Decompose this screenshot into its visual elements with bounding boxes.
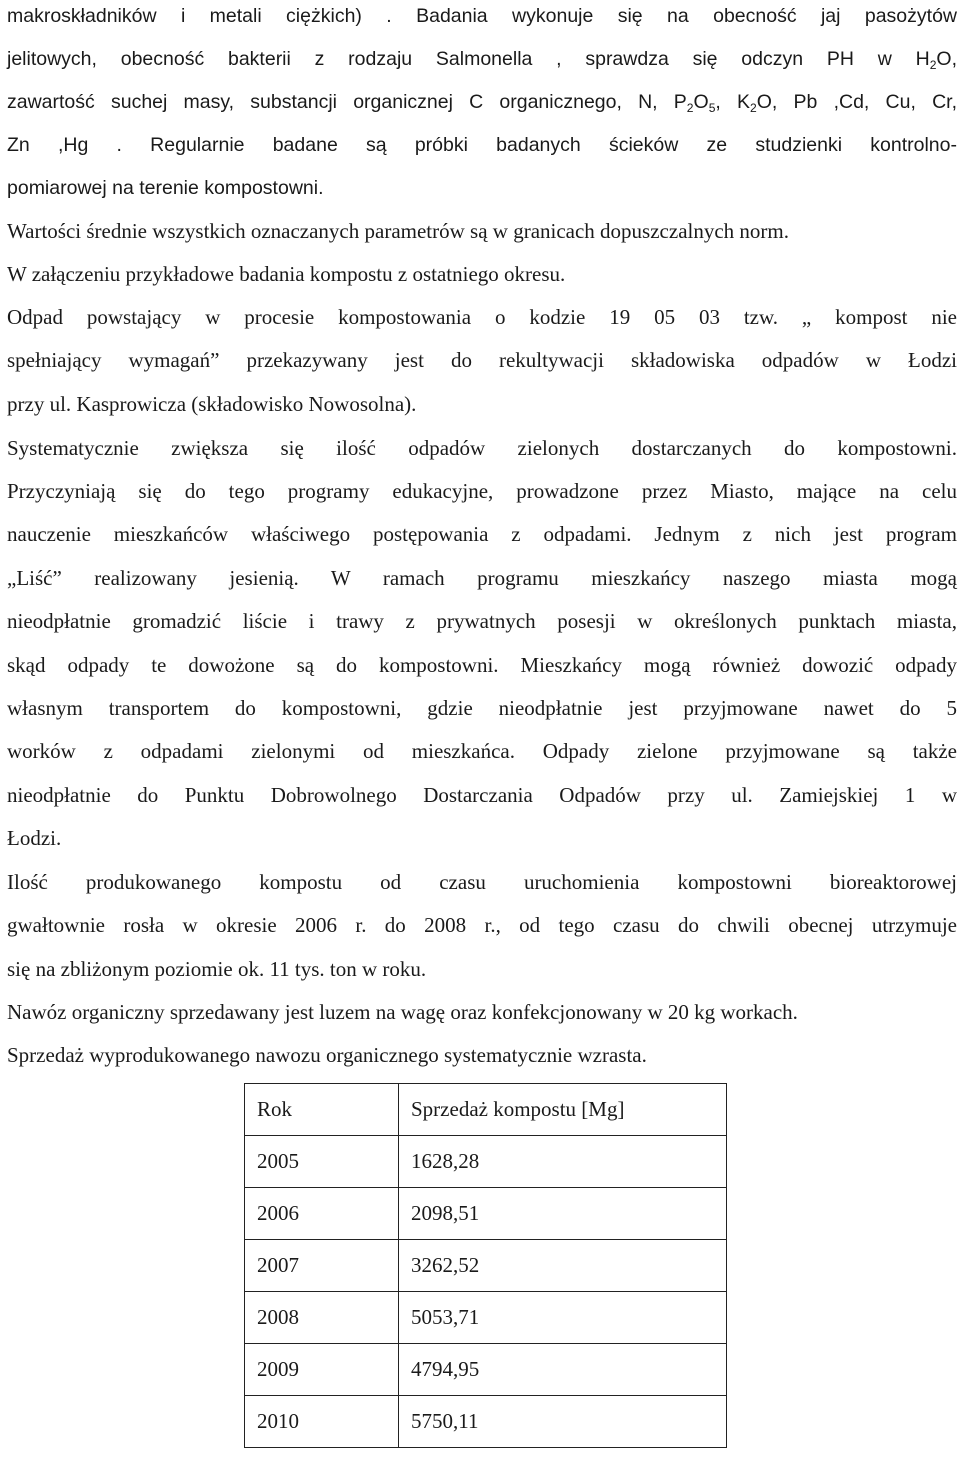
cell-sales: 3262,52 [399, 1240, 727, 1292]
cell-sales: 5750,11 [399, 1396, 727, 1448]
text-line-18: worków z odpadami zielonymi od mieszkańca. Odpady zielone przyjmowane są także [7, 739, 957, 763]
text-line-1: makroskładników i metali ciężkich) . Badania wykonuje się na obecność jaj pasożytów [7, 5, 957, 27]
cell-year: 2006 [245, 1188, 399, 1240]
text-line-9: spełniający wymagań” przekazywany jest do rekultywacji składowiska odpadów w Łodzi [7, 348, 957, 372]
text-line-3 [7, 88, 957, 116]
text-line-17: własnym transportem do kompostowni, gdzie nieodpłatnie jest przyjmowane nawet do 5 [7, 696, 957, 720]
text-line-7: W załączeniu przykładowe badania kompostu z ostatniego okresu. [7, 262, 566, 286]
text-line-16: skąd odpady te dowożone są do kompostowni. Mieszkańcy mogą również dowozić odpady [7, 653, 957, 677]
cell-sales: 1628,28 [399, 1136, 727, 1188]
subscript-5: 5 [708, 100, 716, 115]
text-line-15: nieodpłatnie gromadzić liście i trawy z prywatnych posesji w określonych punktach miasta, [7, 609, 957, 633]
cell-sales: 5053,71 [399, 1292, 727, 1344]
cell-year: 2005 [245, 1136, 399, 1188]
cell-sales: 2098,51 [399, 1188, 727, 1240]
text-line-2 [7, 45, 957, 73]
text-line-22: gwałtownie rosła w okresie 2006 r. do 2008 r., od tego czasu do chwili obecnej utrzymuje [7, 913, 957, 937]
text-line-10: przy ul. Kasprowicza (składowisko Nowosolna). [7, 392, 417, 416]
text-line-5: pomiarowej na terenie kompostowni. [7, 177, 324, 199]
cell-year: 2009 [245, 1344, 399, 1396]
text-line-6: Wartości średnie wszystkich oznaczanych parametrów są w granicach dopuszczalnych norm. [7, 219, 789, 243]
text-line-20: Łodzi. [7, 826, 62, 850]
table-row [245, 1396, 727, 1448]
text-line-11: Systematycznie zwiększa się ilość odpadów zielonych dostarczanych do kompostowni. [7, 436, 957, 460]
text-line-4: Zn ,Hg . Regularnie badane są próbki badanych ścieków ze studzienki kontrolno- [7, 134, 957, 156]
subscript-2: 2 [686, 100, 694, 115]
subscript-2: 2 [929, 57, 937, 72]
text-line-19: nieodpłatnie do Punktu Dobrowolnego Dostarczania Odpadów przy ul. Zamiejskiej 1 w [7, 783, 957, 807]
cell-year: 2008 [245, 1292, 399, 1344]
text-line-12: Przyczyniają się do tego programy edukacyjne, prowadzone przez Miasto, mające na celu [7, 479, 957, 503]
header-sales: Sprzedaż kompostu [Mg] [399, 1084, 727, 1136]
text-line-14: „Liść” realizowany jesienią. W ramach programu mieszkańcy naszego miasta mogą [7, 566, 957, 590]
subscript-2: 2 [750, 100, 757, 115]
cell-year: 2007 [245, 1240, 399, 1292]
text-line-2-main: jelitowych, obecność bakterii z rodzaju Salmonella , sprawdza się odczyn PH w H [7, 48, 930, 70]
table-row [245, 1292, 727, 1344]
text-line-3-k: , K [715, 91, 751, 113]
table-row [245, 1344, 727, 1396]
text-line-24: Nawóz organiczny sprzedawany jest luzem na wagę oraz konfekcjonowany w 20 kg workach. [7, 1000, 798, 1024]
header-year: Rok [245, 1084, 399, 1136]
cell-year: 2010 [245, 1396, 399, 1448]
cell-sales: 4794,95 [399, 1344, 727, 1396]
text-line-2-tail: O, [936, 48, 957, 70]
text-line-13: nauczenie mieszkańców właściwego postępowania z odpadami. Jednym z nich jest program [7, 522, 957, 546]
text-line-3-tail: O, Pb ,Cd, Cu, Cr, [756, 91, 957, 113]
text-line-23: się na zbliżonym poziomie ok. 11 tys. ton w roku. [7, 957, 427, 981]
compost-sales-table [244, 1083, 727, 1448]
table-row [245, 1240, 727, 1292]
text-line-3-o: O [693, 91, 709, 113]
table-row [245, 1188, 727, 1240]
text-line-3-main: zawartość suchej masy, substancji organicznej C organicznego, N, P [7, 91, 687, 113]
table-header-row [245, 1084, 727, 1136]
text-line-25: Sprzedaż wyprodukowanego nawozu organicznego systematycznie wzrasta. [7, 1043, 647, 1067]
text-line-8: Odpad powstający w procesie kompostowania o kodzie 19 05 03 tzw. „ kompost nie [7, 305, 957, 329]
text-line-21: Ilość produkowanego kompostu od czasu uruchomienia kompostowni bioreaktorowej [7, 870, 957, 894]
table-row [245, 1136, 727, 1188]
